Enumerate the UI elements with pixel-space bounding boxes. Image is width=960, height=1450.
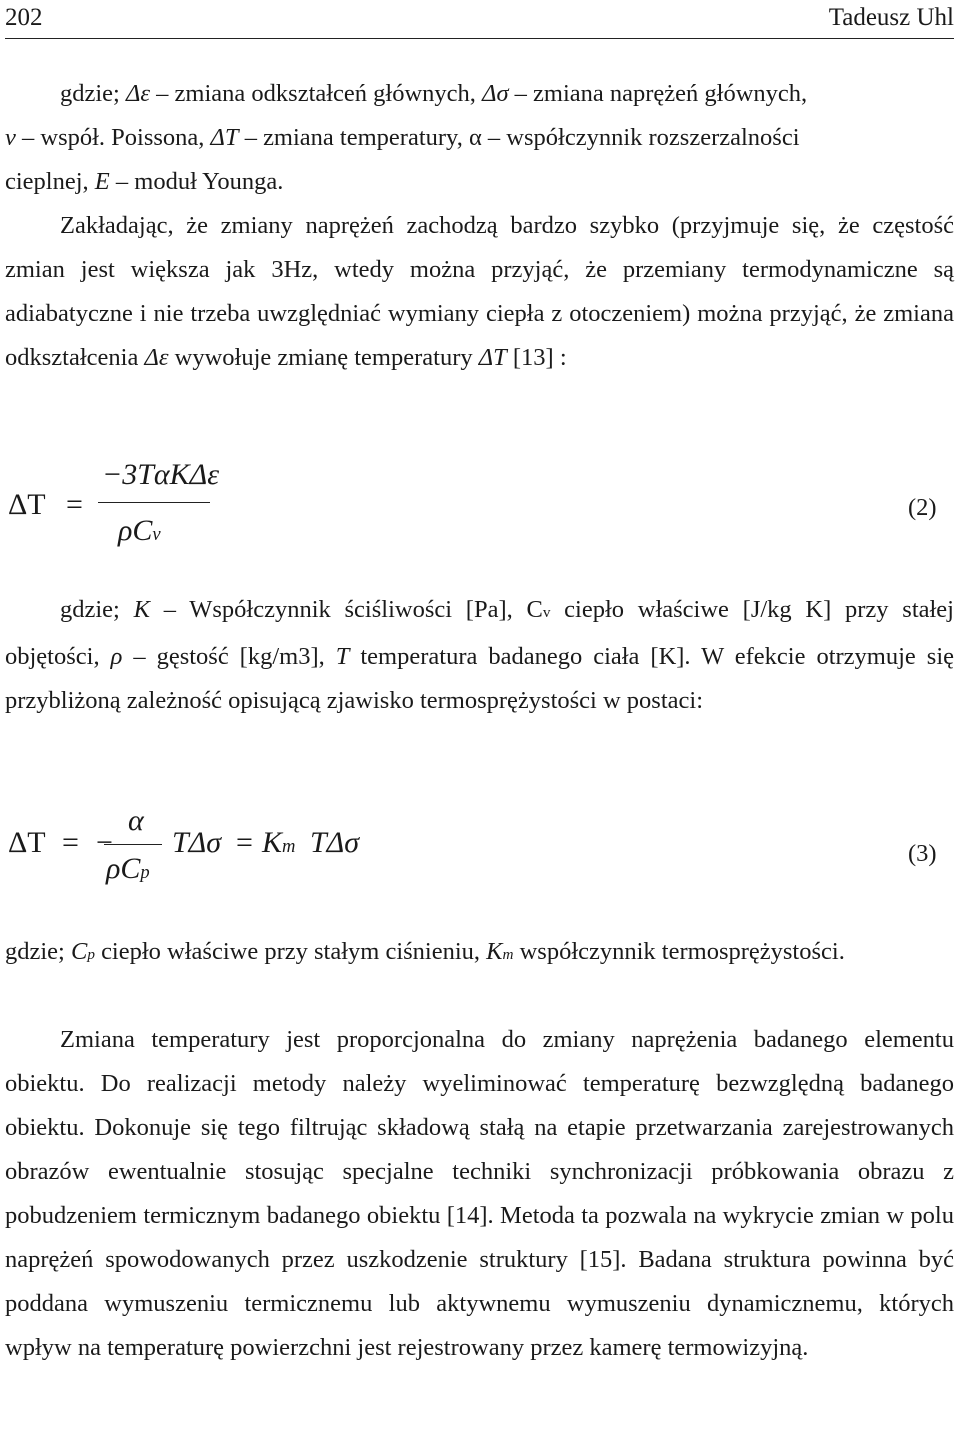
paragraph-symbol-definitions-2: gdzie; K – Współczynnik ściśliwości [Pa], Cv ciepło właściwe [J/kg K] przy stałej objętości, ρ – gęstość [kg/m3], T temperatura badanego ciała [K]. W efekcie otrzymuje się przybliżoną zależność opisującą zjawisko termosprężystości w postaci: <box>5 596 954 714</box>
eq2-lhs: ΔT <box>8 488 46 521</box>
eq2-number: (2) <box>908 494 937 521</box>
eq3-equals-2: = <box>236 826 253 859</box>
eq3-minus: − <box>96 826 113 859</box>
running-head-author: Tadeusz Uhl <box>828 4 954 31</box>
eq2-numerator: −3TαKΔε <box>102 458 220 491</box>
eq3-number: (3) <box>908 840 937 867</box>
eq2-denominator: ρCv <box>118 514 161 547</box>
eq3-term-2: TΔσ <box>310 826 360 859</box>
eq3-coefficient: Km <box>262 826 296 859</box>
paragraph-symbol-definitions-3: gdzie; Cp ciepło właściwe przy stałym ciśnieniu, Km współczynnik termosprężystości. <box>5 938 845 965</box>
eq2-fraction-bar <box>98 502 210 503</box>
eq3-fraction-bar <box>104 844 162 845</box>
eq3-term-1: TΔσ <box>172 826 222 859</box>
eq3-lhs: ΔT <box>8 826 46 859</box>
eq2-equals: = <box>66 488 83 521</box>
page-number: 202 <box>5 4 43 31</box>
page-header <box>5 2 954 39</box>
paragraph-symbol-definitions-1: gdzie; Δε – zmiana odkształceń głównych, Δσ – zmiana naprężeń głównych, ν – współ. Poissona, ΔT – zmiana temperatury, α – współczynnik rozszerzalności cieplnej, E – moduł Younga. <box>5 80 808 195</box>
paragraph-adiabatic-assumption: Zakładając, że zmiany naprężeń zachodzą bardzo szybko (przyjmuje się, że częstość zmian jest większa jak 3Hz, wtedy można przyjąć, że przemiany termodynamiczne są adiabatyczne i nie trzeba uwzględniać wymiany ciepła z otoczeniem) można przyjąć, że zmiana odkształcenia Δε wywołuje zmianę temperatury ΔT [13] : <box>5 212 954 371</box>
paragraph-method-description: Zmiana temperatury jest proporcjonalna do zmiany naprężenia badanego elementu obiektu. Do realizacji metody należy wyeliminować temperaturę bezwzględną badanego obiektu. Dokonuje się tego filtrując składową stałą na etapie przetwarzania zarejestrowanych obrazów ewentualnie stosując specjalne techniki synchronizacji próbkowania obrazu z pobudzeniem termicznym badanego obiektu [14]. Metoda ta pozwala na wykrycie zmian w polu naprężeń spowodowanych przez uszkodzenie struktury [15]. Badana struktura powinna być poddana wymuszeniu termicznemu lub aktywnemu wymuszeniu dynamicznemu, których wpływ na temperaturę powierzchni jest rejestrowany przez kamerę termowizyjną. <box>5 1026 954 1361</box>
eq3-equals-1: = <box>62 826 79 859</box>
eq3-denominator: ρCp <box>106 852 150 885</box>
eq3-numerator: α <box>128 804 144 837</box>
